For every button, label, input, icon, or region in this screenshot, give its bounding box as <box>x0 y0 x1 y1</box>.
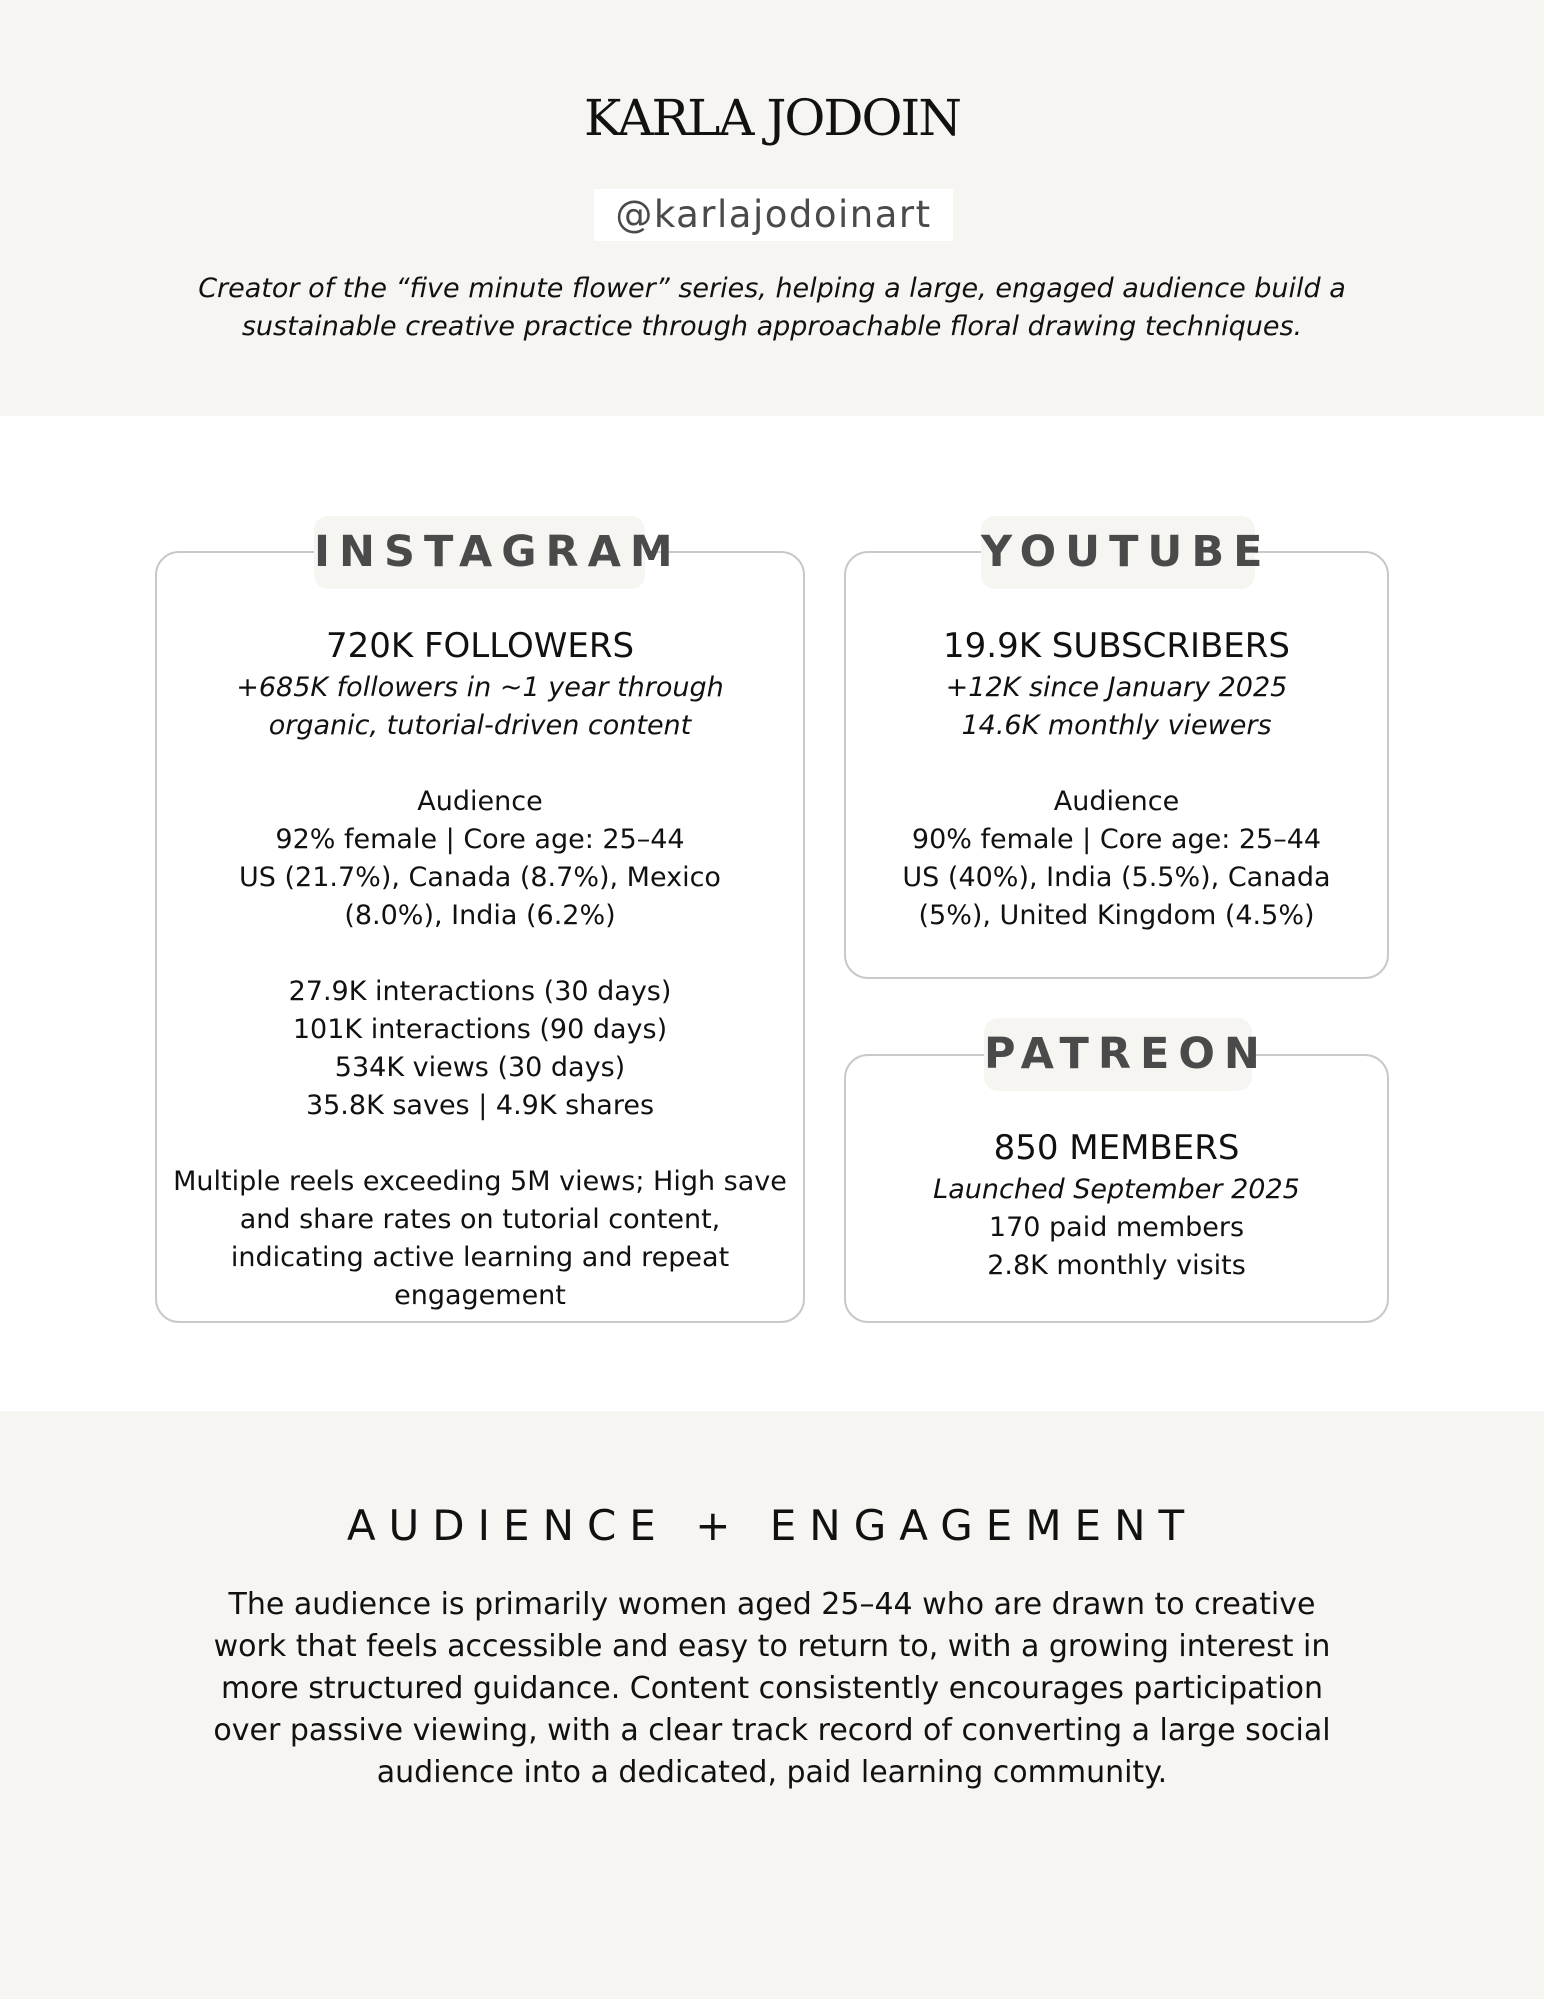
social-handle: @karlajodoinart <box>594 189 953 241</box>
audience-engagement-section <box>0 1411 1544 1999</box>
youtube-label: YOUTUBE <box>981 516 1255 589</box>
instagram-audience-title: Audience <box>417 786 543 817</box>
youtube-audience-title: Audience <box>1053 786 1180 817</box>
patreon-visits: 2.8K monthly visits <box>987 1250 1246 1281</box>
section-text: The audience is primarily women aged 25–44 who are drawn to creative work that feels accessible and easy to return to, with a growing interest in more structured guidance. Content consistently encourages participation over passive viewing, with a clear track record of converting a large social audience into a dedicated, paid learning community. <box>213 1587 1331 1790</box>
patreon-card-body <box>846 1125 1387 1285</box>
instagram-countries: US (21.7%), Canada (8.7%), Mexico (8.0%), India (6.2%) <box>239 862 721 931</box>
youtube-viewers: 14.6K monthly viewers <box>961 710 1272 741</box>
instagram-stat: 101K interactions (90 days) <box>292 1014 668 1045</box>
instagram-card-body <box>157 623 803 1315</box>
youtube-growth: +12K since January 2025 <box>945 672 1288 703</box>
instagram-stat: 534K views (30 days) <box>334 1052 626 1083</box>
patreon-members: 850 MEMBERS <box>993 1128 1240 1168</box>
instagram-highlight: Multiple reels exceeding 5M views; High save and share rates on tutorial content, indicating active learning and repeat engagement <box>173 1166 787 1311</box>
youtube-card <box>844 551 1389 979</box>
instagram-demographics: 92% female | Core age: 25–44 <box>275 824 685 855</box>
youtube-demographics: 90% female | Core age: 25–44 <box>911 824 1322 855</box>
patreon-card <box>844 1054 1389 1323</box>
instagram-card <box>155 551 805 1323</box>
section-title: AUDIENCE + ENGAGEMENT <box>346 1501 1198 1550</box>
instagram-label: INSTAGRAM <box>314 516 645 589</box>
youtube-card-body <box>846 623 1387 935</box>
creator-name: KARLA JODOIN <box>584 89 960 147</box>
patreon-launched: Launched September 2025 <box>933 1174 1300 1205</box>
tagline: Creator of the “five minute flower” series, helping a large, engaged audience build a sustainable creative practice through approachable floral drawing techniques. <box>198 273 1346 342</box>
youtube-countries: US (40%), India (5.5%), Canada (5%), United Kingdom (4.5%) <box>902 862 1331 931</box>
header-section <box>0 0 1544 416</box>
instagram-stat: 35.8K saves | 4.9K shares <box>305 1090 655 1121</box>
patreon-label: PATREON <box>984 1018 1252 1091</box>
instagram-stat: 27.9K interactions (30 days) <box>288 976 672 1007</box>
instagram-followers: 720K FOLLOWERS <box>325 626 635 666</box>
instagram-growth: +685K followers in ~1 year through organic, tutorial-driven content <box>236 672 724 741</box>
patreon-paid-members: 170 paid members <box>988 1212 1245 1243</box>
youtube-subscribers: 19.9K SUBSCRIBERS <box>943 626 1290 666</box>
